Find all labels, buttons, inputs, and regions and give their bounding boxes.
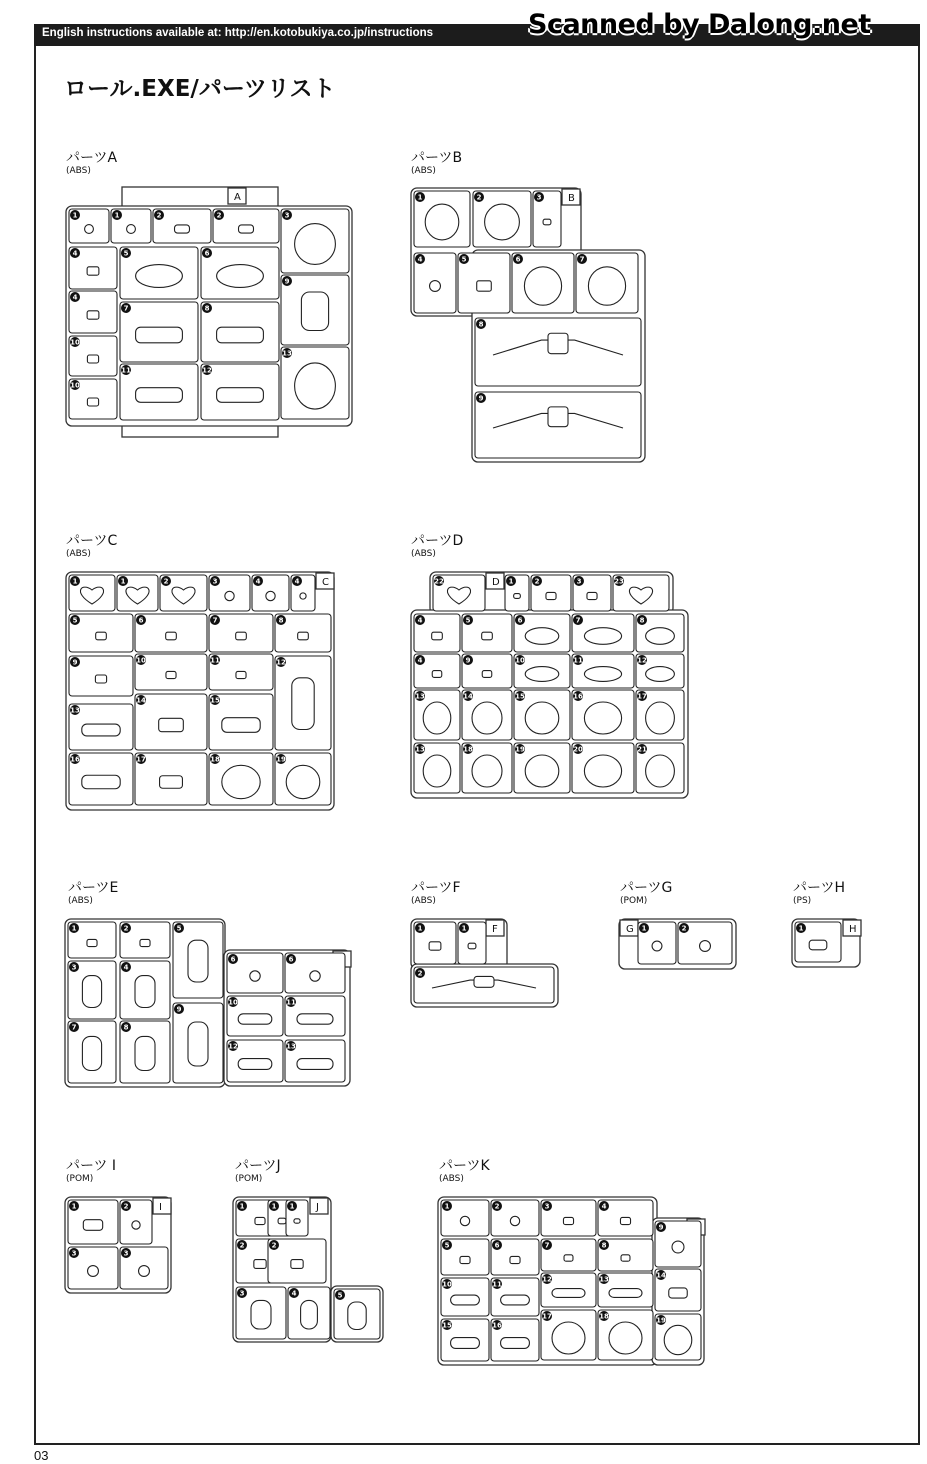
part-number: 1 <box>72 211 78 220</box>
part-shape <box>87 311 99 319</box>
runner-letter: C <box>322 577 329 588</box>
part-number: 8 <box>639 616 645 625</box>
page-number: 03 <box>34 1448 49 1463</box>
runner-material: (ABS) <box>68 896 93 906</box>
runner-material: (PS) <box>793 896 812 906</box>
part-shape <box>250 971 260 981</box>
runner-d <box>411 572 688 798</box>
part-number: 9 <box>658 1223 664 1232</box>
part-number: 6 <box>494 1241 500 1250</box>
part-shape <box>236 632 247 640</box>
part-shape <box>584 702 621 734</box>
part-number: 1 <box>239 1202 245 1211</box>
runner-material: (POM) <box>235 1174 263 1184</box>
instructions-url-text: English instructions available at: http://en.kotobukiya.co.jp/instructions <box>42 27 434 39</box>
part-shape <box>87 398 98 406</box>
part-number: 3 <box>536 193 542 202</box>
part-shape <box>609 1322 642 1354</box>
part-shape <box>266 591 275 600</box>
part-shape <box>485 204 520 240</box>
part-number: 13 <box>286 1042 296 1051</box>
part-shape <box>552 1289 585 1298</box>
part-number: 2 <box>534 577 540 586</box>
runner-material: (POM) <box>620 896 648 906</box>
part-number: 16 <box>70 755 80 764</box>
runner-name: パーツC <box>66 533 118 549</box>
runner-letter: I <box>159 1202 162 1213</box>
part-number: 8 <box>123 1023 129 1032</box>
part-number: 6 <box>515 255 521 264</box>
part-number: 11 <box>210 656 220 665</box>
part-number: 21 <box>637 745 647 754</box>
part-number: 4 <box>417 616 423 625</box>
part-shape <box>646 755 675 787</box>
part-number: 1 <box>71 1202 77 1211</box>
part-number: 1 <box>71 924 77 933</box>
scan-watermark: Scanned by Dalong.net <box>528 9 871 40</box>
part-shape <box>82 724 120 736</box>
part-shape <box>188 940 208 982</box>
runner-e <box>65 919 351 1087</box>
part-number: 5 <box>337 1291 343 1300</box>
runner-c <box>66 572 334 810</box>
part-number: 9 <box>284 277 290 286</box>
part-number: 23 <box>614 577 624 586</box>
runner-material: (POM) <box>66 1174 94 1184</box>
part-number: 4 <box>291 1289 297 1298</box>
part-number: 3 <box>239 1289 245 1298</box>
part-shape <box>700 941 711 952</box>
part-shape <box>301 292 328 331</box>
part-number: 22 <box>434 577 444 586</box>
part-shape <box>87 939 97 946</box>
part-number: 17 <box>136 755 146 764</box>
part-number: 3 <box>123 1249 129 1258</box>
part-shape <box>501 1295 530 1305</box>
part-number: 3 <box>71 963 77 972</box>
part-shape <box>584 628 621 645</box>
part-shape <box>809 940 827 950</box>
part-number: 19 <box>515 745 525 754</box>
part-number: 1 <box>444 1202 450 1211</box>
runner-a <box>66 187 352 437</box>
runner-name: パーツK <box>439 1158 490 1174</box>
part-shape <box>430 281 441 292</box>
part-number: 1 <box>417 193 423 202</box>
part-shape <box>584 667 621 682</box>
runner-name: パーツD <box>411 533 464 549</box>
part-number: 7 <box>544 1241 550 1250</box>
part-shape <box>652 941 662 951</box>
part-shape <box>548 333 568 353</box>
part-number: 18 <box>463 745 473 754</box>
part-shape <box>423 755 451 787</box>
part-number: 20 <box>573 745 583 754</box>
part-number: 1 <box>114 211 120 220</box>
part-number: 17 <box>542 1312 552 1321</box>
part-shape <box>295 363 336 409</box>
runner-letter: J <box>316 1202 319 1213</box>
part-number: 9 <box>176 1005 182 1014</box>
part-number: 15 <box>515 692 525 701</box>
part-shape <box>460 1216 469 1225</box>
part-number: 2 <box>216 211 222 220</box>
runner-letter: F <box>492 924 498 935</box>
part-shape <box>222 765 260 798</box>
part-shape <box>166 632 177 640</box>
part-shape <box>88 1266 99 1277</box>
part-number: 11 <box>573 656 583 665</box>
part-shape <box>669 1288 687 1298</box>
runner-material: (ABS) <box>439 1174 464 1184</box>
part-number: 18 <box>210 755 220 764</box>
runner-material: (ABS) <box>411 896 436 906</box>
part-shape <box>664 1325 692 1354</box>
runner-material: (ABS) <box>411 166 436 176</box>
part-shape <box>524 267 561 305</box>
part-number: 3 <box>544 1202 550 1211</box>
part-shape <box>588 267 625 305</box>
runner-name: パーツE <box>68 880 119 896</box>
part-shape <box>564 1255 573 1261</box>
part-shape <box>546 592 556 599</box>
part-number: 1 <box>641 924 647 933</box>
part-shape <box>217 327 264 343</box>
part-shape <box>238 1059 272 1070</box>
part-shape <box>135 1036 155 1070</box>
part-shape <box>87 355 98 363</box>
part-shape <box>278 1218 286 1224</box>
part-number: 11 <box>492 1280 502 1289</box>
runner-k <box>438 1197 705 1365</box>
part-shape <box>646 628 675 645</box>
part-number: 19 <box>656 1316 666 1325</box>
part-shape <box>254 1260 266 1269</box>
part-shape <box>132 1221 140 1229</box>
part-number: 13 <box>282 349 292 358</box>
part-number: 3 <box>71 1249 77 1258</box>
part-shape <box>217 265 264 288</box>
part-number: 4 <box>601 1202 607 1211</box>
part-number: 7 <box>575 616 581 625</box>
part-number: 1 <box>417 924 423 933</box>
part-shape <box>159 718 184 731</box>
part-number: 5 <box>176 924 182 933</box>
part-number: 16 <box>573 692 583 701</box>
part-shape <box>609 1289 642 1298</box>
part-number: 14 <box>656 1271 666 1280</box>
part-number: 4 <box>294 577 300 586</box>
part-shape <box>238 1014 272 1024</box>
part-shape <box>543 219 551 225</box>
part-number: 13 <box>599 1275 609 1284</box>
part-shape <box>140 939 150 946</box>
part-number: 11 <box>286 998 296 1007</box>
part-number: 4 <box>417 656 423 665</box>
part-number: 4 <box>72 293 78 302</box>
part-number: 6 <box>517 616 523 625</box>
part-number: 2 <box>271 1241 277 1250</box>
runner-letter: D <box>492 577 500 588</box>
part-number: 7 <box>123 304 129 313</box>
part-shape <box>286 765 320 798</box>
part-number: 5 <box>444 1241 450 1250</box>
part-shape <box>301 1300 318 1329</box>
part-shape <box>82 1036 101 1070</box>
part-shape <box>139 1266 150 1277</box>
part-shape <box>423 702 451 734</box>
part-shape <box>135 976 155 1008</box>
part-number: 7 <box>212 616 218 625</box>
part-shape <box>472 702 502 734</box>
part-shape <box>525 755 559 787</box>
part-shape <box>646 667 675 682</box>
part-number: 2 <box>239 1241 245 1250</box>
part-number: 12 <box>202 366 212 375</box>
runner-letter: B <box>568 193 575 204</box>
part-shape <box>294 1219 300 1223</box>
part-shape <box>432 671 442 678</box>
part-number: 12 <box>637 656 647 665</box>
part-number: 5 <box>461 255 467 264</box>
part-number: 2 <box>156 211 162 220</box>
part-shape <box>160 776 183 788</box>
part-number: 18 <box>599 1312 609 1321</box>
runner-letter: H <box>849 924 857 935</box>
runner-name: パーツA <box>66 150 118 166</box>
part-number: 10 <box>228 998 238 1007</box>
part-shape <box>477 281 492 291</box>
part-number: 5 <box>123 249 129 258</box>
part-number: 1 <box>72 577 78 586</box>
part-number: 10 <box>442 1280 452 1289</box>
part-number: 13 <box>415 692 425 701</box>
part-shape <box>95 675 106 683</box>
part-number: 8 <box>478 320 484 329</box>
part-shape <box>672 1241 684 1253</box>
part-shape <box>451 1295 480 1305</box>
part-number: 9 <box>465 656 471 665</box>
part-shape <box>474 976 494 987</box>
part-shape <box>501 1338 530 1349</box>
part-shape <box>425 204 459 240</box>
part-shape <box>621 1255 630 1261</box>
runner-name: パーツB <box>411 150 463 166</box>
part-shape <box>292 678 314 730</box>
part-shape <box>291 1260 303 1269</box>
part-shape <box>620 1217 630 1224</box>
part-shape <box>472 755 502 787</box>
part-number: 7 <box>579 255 585 264</box>
part-shape <box>482 671 492 678</box>
part-number: 5 <box>465 616 471 625</box>
part-number: 4 <box>255 577 261 586</box>
part-shape <box>525 628 559 645</box>
runner-tag-box <box>310 1198 328 1214</box>
part-number: 9 <box>478 394 484 403</box>
part-shape <box>222 718 260 733</box>
part-number: 4 <box>417 255 423 264</box>
part-number: 1 <box>271 1202 277 1211</box>
part-shape <box>251 1300 271 1329</box>
part-number: 14 <box>136 696 146 705</box>
part-number: 3 <box>576 577 582 586</box>
part-number: 2 <box>123 1202 129 1211</box>
part-number: 5 <box>72 616 78 625</box>
part-shape <box>136 388 183 403</box>
runner-name: パーツG <box>620 880 673 896</box>
part-shape <box>239 225 254 233</box>
runner-name: パーツH <box>793 880 845 896</box>
part-number: 10 <box>515 656 525 665</box>
runner-material: (ABS) <box>66 549 91 559</box>
part-number: 1 <box>289 1202 295 1211</box>
runner-material: (ABS) <box>66 166 91 176</box>
part-shape <box>548 407 568 427</box>
part-shape <box>166 671 176 678</box>
part-number: 17 <box>637 692 647 701</box>
part-number: 14 <box>463 692 473 701</box>
part-shape <box>83 1220 102 1231</box>
part-number: 1 <box>508 577 514 586</box>
runner-f <box>411 919 558 1007</box>
part-shape <box>85 225 94 234</box>
part-number: 2 <box>123 924 129 933</box>
part-shape <box>429 942 441 950</box>
part-number: 12 <box>542 1275 552 1284</box>
part-number: 1 <box>120 577 126 586</box>
part-shape <box>225 591 234 600</box>
part-shape <box>525 667 559 682</box>
part-shape <box>297 1014 333 1024</box>
part-shape <box>82 775 120 789</box>
runner-g <box>619 919 736 969</box>
part-shape <box>298 632 309 640</box>
part-shape <box>217 388 264 403</box>
part-number: 12 <box>276 658 286 667</box>
part-number: 16 <box>492 1321 502 1330</box>
runner-name: パーツF <box>411 880 461 896</box>
part-number: 15 <box>210 696 220 705</box>
part-shape <box>563 1217 573 1224</box>
part-shape <box>300 593 306 599</box>
part-shape <box>297 1059 333 1070</box>
runner-letter: A <box>234 192 241 203</box>
part-number: 10 <box>136 656 146 665</box>
part-number: 8 <box>204 304 210 313</box>
part-number: 11 <box>121 366 131 375</box>
runner-name: パーツJ <box>235 1158 281 1174</box>
part-shape <box>482 632 493 640</box>
part-number: 2 <box>417 969 423 978</box>
part-number: 4 <box>123 963 129 972</box>
runner-tag-box <box>153 1198 171 1214</box>
part-number: 12 <box>228 1042 238 1051</box>
page-title: ロール.EXE/パーツリスト <box>64 76 336 102</box>
part-number: 19 <box>276 755 286 764</box>
runner-i <box>65 1197 171 1293</box>
part-shape <box>584 755 621 787</box>
part-number: 10 <box>70 381 80 390</box>
part-number: 9 <box>72 658 78 667</box>
runner-h <box>792 919 861 967</box>
part-shape <box>127 225 136 234</box>
part-shape <box>525 702 559 734</box>
part-number: 7 <box>71 1023 77 1032</box>
part-number: 6 <box>288 955 294 964</box>
part-number: 6 <box>204 249 210 258</box>
part-number: 8 <box>601 1241 607 1250</box>
part-shape <box>348 1302 366 1330</box>
part-shape <box>82 976 101 1008</box>
part-number: 15 <box>442 1321 452 1330</box>
part-number: 2 <box>476 193 482 202</box>
part-number: 13 <box>70 706 80 715</box>
part-number: 1 <box>461 924 467 933</box>
part-shape <box>510 1256 520 1263</box>
part-number: 4 <box>72 249 78 258</box>
part-shape <box>188 1022 208 1066</box>
part-number: 2 <box>163 577 169 586</box>
part-shape <box>514 594 521 599</box>
part-number: 10 <box>70 338 80 347</box>
runner-material: (ABS) <box>411 549 436 559</box>
part-shape <box>460 1256 470 1263</box>
part-shape <box>175 225 190 233</box>
runner-j <box>233 1197 383 1342</box>
part-number: 8 <box>278 616 284 625</box>
runner-letter: G <box>626 924 634 935</box>
part-number: 6 <box>230 955 236 964</box>
part-shape <box>87 267 99 275</box>
part-shape <box>136 265 183 288</box>
part-shape <box>510 1216 519 1225</box>
part-number: 2 <box>681 924 687 933</box>
part-number: 13 <box>415 745 425 754</box>
part-number: 3 <box>212 577 218 586</box>
part-shape <box>136 327 183 343</box>
part-shape <box>432 632 443 640</box>
part-shape <box>587 592 597 599</box>
runner-name: パーツ I <box>66 1158 117 1174</box>
part-shape <box>552 1322 585 1354</box>
part-shape <box>451 1338 480 1349</box>
part-shape <box>468 943 476 949</box>
part-shape <box>236 671 246 678</box>
part-number: 3 <box>284 211 290 220</box>
part-number: 2 <box>494 1202 500 1211</box>
part-shape <box>646 702 675 734</box>
part-number: 1 <box>798 924 804 933</box>
part-shape <box>295 224 336 265</box>
part-shape <box>96 632 107 640</box>
part-number: 6 <box>138 616 144 625</box>
part-shape <box>255 1217 265 1224</box>
runner-b <box>411 188 645 462</box>
part-shape <box>310 971 320 981</box>
